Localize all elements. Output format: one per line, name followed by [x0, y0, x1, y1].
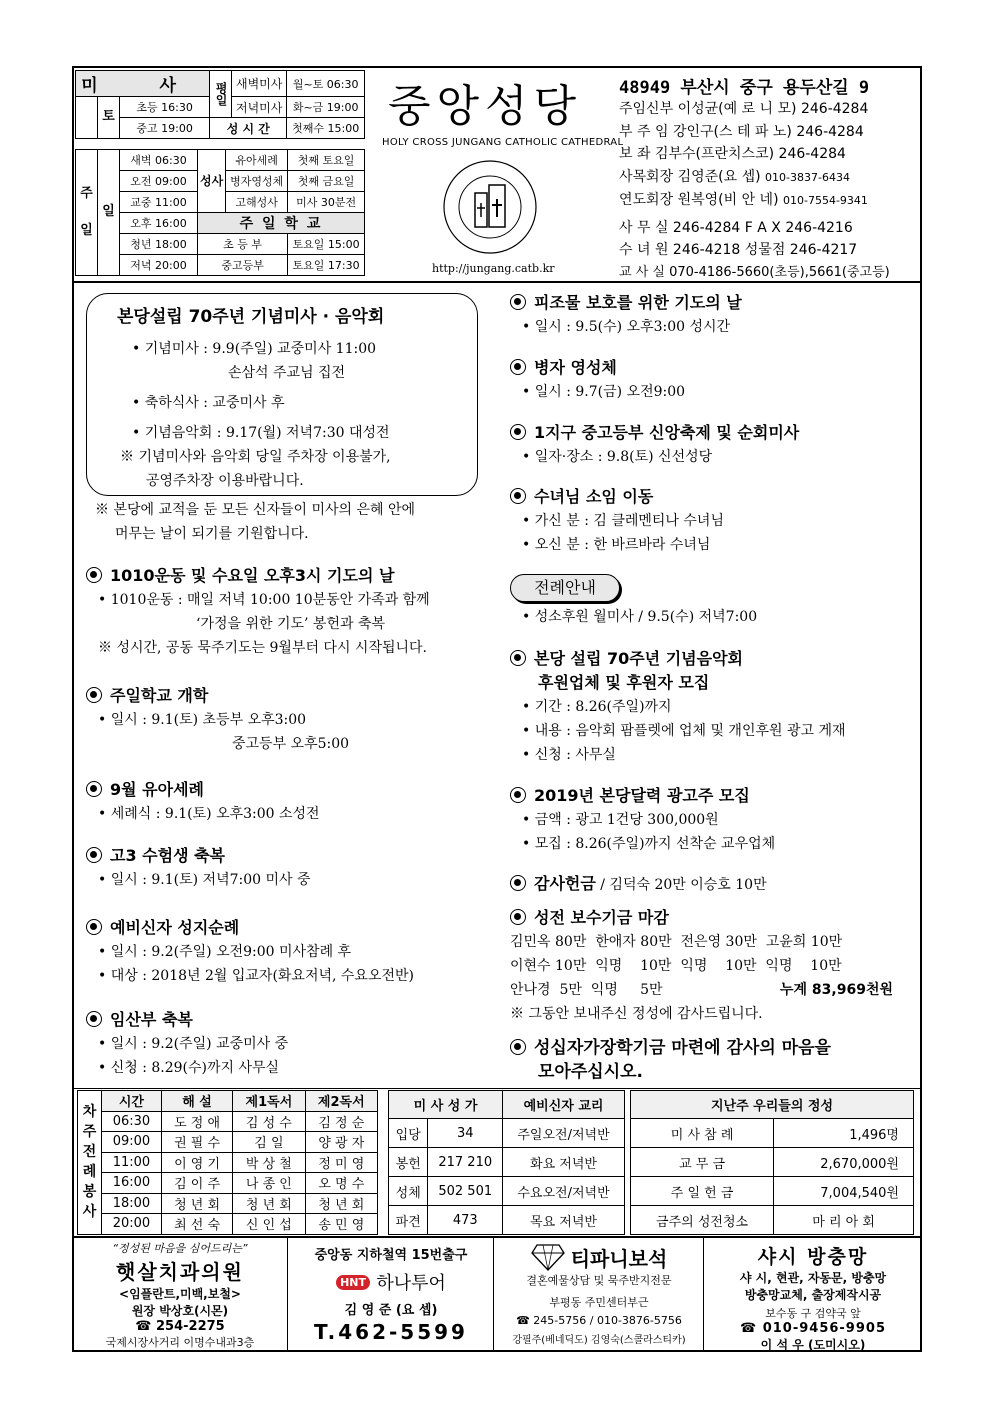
- church-address: 48949 부산시 중구 용두산길 9: [619, 78, 870, 98]
- ad-travel-contact: 김 영 준 (요 셉): [344, 1303, 438, 1318]
- ad-travel-name: 하나투어: [376, 1273, 446, 1294]
- section-title-cont: 모아주십시오.: [538, 1062, 643, 1082]
- anniversary-item: • 축하식사 : 교중미사 후: [120, 391, 391, 415]
- section-item: • 기간 : 8.26(주일)까지: [510, 695, 846, 719]
- hymn-part: 성체: [389, 1177, 428, 1206]
- section-title: [510, 872, 767, 897]
- donor-line: 안나경 5만 익명 5만: [510, 982, 663, 998]
- service-cell: 20:00: [102, 1214, 162, 1235]
- section-pilgrimage: [86, 916, 414, 988]
- church-title: 중앙성당: [388, 81, 583, 132]
- section-title-text: 병자 영성체: [534, 358, 617, 377]
- service-cell: 양 광 자: [305, 1132, 377, 1153]
- section-item: • 일자·장소 : 9.8(토) 신선성당: [510, 445, 799, 469]
- service-cell: 신 인 섭: [233, 1214, 305, 1235]
- service-cell: 도 정 애: [161, 1111, 232, 1132]
- section-title-text: 감사헌금: [534, 874, 596, 893]
- ad-travel: [290, 1238, 492, 1348]
- section-item: • 가신 분 : 김 클레멘티나 수녀님: [510, 509, 724, 533]
- service-header: 제2독서: [305, 1091, 377, 1112]
- bottom-divider: [72, 1088, 922, 1089]
- section-title-text: 주일학교 개학: [110, 686, 209, 705]
- offering-label: 교 무 금: [631, 1148, 774, 1177]
- staff-row: [619, 189, 890, 213]
- sun-time-4: 16:00: [155, 217, 187, 230]
- section-exam: [86, 844, 311, 892]
- ad-window-phone: ☎ 010-9456-9905: [739, 1321, 886, 1336]
- ad-separator: [703, 1236, 704, 1350]
- service-cell: 박 상 철: [233, 1152, 305, 1173]
- table-row: [631, 1119, 914, 1148]
- bullet-icon: [86, 1011, 102, 1027]
- ad-dental-director: 원장 박상호(시몬): [131, 1304, 229, 1318]
- ad-jewelry-service: 결혼예물상담 및 묵주반지전문: [526, 1274, 672, 1287]
- ad-dental-slogan: “정성된 마음을 심어드리는”: [112, 1242, 248, 1255]
- mass-schedule-table: [75, 70, 365, 139]
- section-title-text: 고3 수험생 축복: [110, 846, 226, 865]
- section-sick: [510, 356, 685, 404]
- staff-role: 부 주 임: [619, 123, 669, 140]
- section-item: • 일시 : 9.2(주일) 오전9:00 미사참례 후: [86, 940, 414, 964]
- ad-travel-location: 중앙동 지하철역 15번출구: [314, 1248, 468, 1263]
- ad-dental-phone: ☎ 254-2275: [135, 1319, 225, 1334]
- section-title: [510, 784, 775, 808]
- sun-row-2: 오전: [130, 175, 152, 188]
- church-subtitle: HOLY CROSS JUNGANG CATHOLIC CATHEDRAL: [382, 137, 624, 148]
- ad-window-location: 보수동 구 검약국 앞: [765, 1307, 861, 1320]
- sun-row-1: 새벽: [130, 154, 152, 167]
- service-header: 제1독서: [233, 1091, 305, 1112]
- sat-time-1: 16:30: [161, 101, 193, 114]
- section-item: • 일시 : 9.1(토) 저녁7:00 미사 중: [86, 868, 311, 892]
- section-title-text: 수녀님 소임 이동: [534, 487, 654, 506]
- ad-jewelry-header: [496, 1242, 702, 1272]
- teacher-contact: 교 사 실 070-4186-5660(초등),5661(중고등): [619, 264, 890, 280]
- offering-title: 지난주 우리들의 정성: [631, 1091, 914, 1119]
- bullet-icon: [510, 875, 526, 891]
- sun-time-6: 20:00: [155, 259, 187, 272]
- staff-role: 주임신부: [619, 101, 674, 117]
- hymn-part: 입당: [389, 1119, 428, 1148]
- ad-dental-name: 햇살치과의원: [116, 1260, 244, 1284]
- catechism-header: 예비신자 교리: [503, 1091, 625, 1119]
- ad-separator: [493, 1236, 494, 1350]
- hymn-number: 217 210: [428, 1148, 503, 1177]
- ad-window-name: 샤시 방충망: [757, 1246, 869, 1268]
- section-item-cont: 중고등부 오후5:00: [232, 736, 350, 752]
- service-cell: 청 년 회: [305, 1193, 377, 1214]
- section-thanks-offering: [510, 872, 767, 897]
- school-row-2-time: 토요일 17:30: [288, 255, 365, 276]
- sun-row-6: 저녁: [130, 259, 152, 272]
- ad-travel-brand: [290, 1269, 492, 1295]
- ad-travel-phone: T.462-5599: [314, 1320, 468, 1344]
- ad-dental-location: 국제시장사거리 이명수내과3층: [105, 1336, 255, 1349]
- section-title-text: 1지구 중고등부 신앙축제 및 순회미사: [534, 423, 800, 442]
- section-title-text: 성전 보수기금 마감: [534, 908, 669, 927]
- sacrament-2: 병자영성체: [226, 171, 288, 192]
- sacrament-1: 유아세례: [226, 150, 288, 171]
- ad-jewelry-phone: ☎ 245-5756 / 010-3876-5756: [516, 1314, 682, 1327]
- service-header: 시간: [102, 1091, 162, 1112]
- section-title: [86, 1008, 288, 1032]
- ad-jewelry-owners: 강필주(베네딕도) 김영숙(스콜라스티카): [512, 1335, 686, 1346]
- section-item: • 일시 : 9.1(토) 초등부 오후3:00: [86, 708, 349, 732]
- blessing-note-2: 머무는 날이 되기를 기원합니다.: [115, 526, 309, 542]
- section-scholarship: [510, 1036, 831, 1084]
- staff-list: [619, 98, 890, 284]
- hanatour-logo-icon: HNT: [336, 1275, 370, 1290]
- table-row: [389, 1177, 625, 1206]
- service-cell: 송 민 영: [305, 1214, 377, 1235]
- bullet-icon: [510, 359, 526, 375]
- table-row: [78, 1111, 378, 1132]
- table-row: [389, 1119, 625, 1148]
- blessing-note-1: ※ 본당에 교적을 둔 모든 신자들이 미사의 은혜 안에: [95, 502, 416, 518]
- section-title: [86, 916, 414, 940]
- section-title: [510, 906, 842, 930]
- sun-time-1: 06:30: [155, 154, 187, 167]
- section-creation: [510, 291, 742, 339]
- section-item: • 일시 : 9.7(금) 오전9:00: [510, 380, 685, 404]
- section-item: • 성소후원 월미사 / 9.5(수) 저녁7:00: [510, 605, 757, 629]
- section-vocation: [510, 605, 757, 629]
- church-url[interactable]: http://jungang.catb.kr: [432, 262, 555, 275]
- staff-phone: 010-3837-6434: [765, 170, 850, 184]
- staff-role: 연도회장: [619, 192, 674, 208]
- section-item: • 대상 : 2018년 2월 입교자(화요저녁, 수요오전반): [86, 964, 414, 988]
- section-item: • 신청 : 8.29(수)까지 사무실: [86, 1056, 288, 1080]
- anniversary-item-cont: 손삼석 주교님 집전: [228, 365, 346, 381]
- bullet-icon: [86, 919, 102, 935]
- section-sponsors: [510, 647, 846, 767]
- anniversary-note: ※ 기념미사와 음악회 당일 주차장 이용불가,: [120, 449, 391, 465]
- section-title-text: 1010운동 및 수요일 오후3시 기도의 날: [110, 566, 395, 585]
- holy-hour-time: 첫째수 15:00: [287, 118, 365, 139]
- school-row-1: 초 등 부: [198, 234, 288, 255]
- sun-time-2: 09:00: [155, 175, 187, 188]
- section-item: • 금액 : 광고 1건당 300,000원: [510, 808, 775, 832]
- section-title: [510, 485, 724, 509]
- school-row-2: 중고등부: [198, 255, 288, 276]
- section-title: [86, 778, 320, 802]
- section-item: • 오신 분 : 한 바르바라 수녀님: [510, 533, 724, 557]
- ad-dental: [75, 1238, 285, 1348]
- section-item: • 1010운동 : 매일 저녁 10:00 10분동안 가족과 함께: [86, 588, 430, 612]
- section-item: • 신청 : 사무실: [510, 743, 846, 767]
- table-row: [78, 1132, 378, 1153]
- offering-value: 1,496명: [774, 1119, 914, 1148]
- hymn-number: 34: [428, 1119, 503, 1148]
- section-repair-fund: [510, 906, 893, 1026]
- section-item: • 일시 : 9.5(수) 오후3:00 성시간: [510, 315, 742, 339]
- hymn-catechism-table: [388, 1090, 625, 1235]
- ad-jewelry: [496, 1238, 702, 1348]
- table-row: [389, 1206, 625, 1235]
- hymn-number: 473: [428, 1206, 503, 1235]
- saturday-label: 토: [98, 97, 120, 139]
- section-item-cont: ‘가정을 위한 기도’ 봉헌과 축복: [196, 616, 385, 632]
- staff-name: 원복영(비 안 네): [677, 192, 779, 208]
- sunday-label-2: 일: [80, 222, 93, 238]
- section-title: [86, 564, 430, 588]
- section-baptism: [86, 778, 320, 826]
- section-title-text: 9월 유아세례: [110, 780, 204, 799]
- section-item: • 내용 : 음악회 팜플렛에 업체 및 개인후원 광고 게재: [510, 719, 846, 743]
- mass-title: 미 사: [76, 71, 210, 97]
- cathedral-seal-icon: [430, 155, 550, 260]
- offering-value: 7,004,540원: [774, 1177, 914, 1206]
- convent-contact: 수 녀 원 246-4218 성물점 246-4217: [619, 242, 858, 258]
- bullet-icon: [86, 687, 102, 703]
- bullet-icon: [510, 650, 526, 666]
- section-title: [510, 421, 799, 445]
- section-title-text: 성십자가장학기금 마련에 감사의 마음을: [534, 1038, 831, 1058]
- service-cell: 이 영 기: [161, 1152, 232, 1173]
- bullet-icon: [510, 1039, 526, 1055]
- bullet-icon: [86, 567, 102, 583]
- bullet-icon: [510, 488, 526, 504]
- offering-label: 금주의 성전청소: [631, 1206, 774, 1235]
- table-row: [631, 1177, 914, 1206]
- service-cell: 청 년 회: [233, 1193, 305, 1214]
- bullet-icon: [510, 909, 526, 925]
- service-cell: 김 정 순: [305, 1111, 377, 1132]
- service-cell: 16:00: [102, 1173, 162, 1194]
- staff-name: 이성균(예 로 니 모): [677, 101, 797, 117]
- staff-row: [619, 121, 890, 144]
- sun-row-4: 오후: [130, 217, 152, 230]
- staff-row: [619, 98, 890, 121]
- section-1010: [86, 564, 430, 660]
- service-cell: 김 이 주: [161, 1173, 232, 1194]
- section-school: [86, 684, 349, 756]
- sat-row-2: 중고: [136, 122, 158, 135]
- ad-jewelry-name: 티파니보석: [570, 1246, 668, 1271]
- section-title-text: 본당 설립 70주년 기념음악회: [534, 649, 743, 668]
- hymn-header: 미 사 성 가: [389, 1091, 503, 1119]
- service-cell: 06:30: [102, 1111, 162, 1132]
- section-title: [510, 291, 742, 315]
- ad-window: [706, 1238, 920, 1352]
- table-row: [78, 1214, 378, 1235]
- service-cell: 18:00: [102, 1193, 162, 1214]
- weekday-evening: 저녁미사: [232, 97, 287, 118]
- service-cell: 김 일: [233, 1132, 305, 1153]
- section-title-text: 피조물 보호를 위한 기도의 날: [534, 293, 742, 312]
- section-pregnant: [86, 1008, 288, 1080]
- sunday-block: [75, 149, 365, 279]
- service-table: [77, 1090, 378, 1235]
- thanks-donors: / 김덕숙 20만 이승호 10만: [595, 877, 767, 893]
- anniversary-note: 공영주차장 이용바랍니다.: [146, 473, 304, 489]
- school-row-1-time: 토요일 15:00: [288, 234, 365, 255]
- ad-dental-services: <임플란트,미백,보철>: [119, 1287, 241, 1301]
- service-cell: 청 년 회: [161, 1193, 232, 1214]
- section-sisters: [510, 485, 724, 557]
- sunday-label-1: 주: [80, 186, 93, 202]
- bullet-icon: [510, 424, 526, 440]
- section-title: [86, 844, 311, 868]
- staff-role: 사목회장: [619, 168, 674, 185]
- table-row: [389, 1148, 625, 1177]
- staff-row: [619, 143, 890, 166]
- anniversary-title: 본당설립 70주년 기념미사 · 음악회: [117, 307, 385, 327]
- staff-role: 보 좌: [619, 146, 651, 162]
- bullet-icon: [86, 781, 102, 797]
- staff-phone: 246-4284: [796, 123, 864, 140]
- offering-label: 주 일 헌 금: [631, 1177, 774, 1206]
- offering-table: [630, 1090, 914, 1235]
- section-note: ※ 성시간, 공동 묵주기도는 9월부터 다시 시작됩니다.: [98, 640, 427, 656]
- sacrament-2-time: 첫째 금요일: [288, 171, 365, 192]
- staff-phone: 246-4284: [778, 146, 846, 162]
- section-calendar: [510, 784, 775, 856]
- hymn-part: 파견: [389, 1206, 428, 1235]
- bullet-icon: [510, 787, 526, 803]
- weekday-dawn-time: 월~토 06:30: [287, 71, 365, 97]
- offering-value: 2,670,000원: [774, 1148, 914, 1177]
- ad-window-services-2: 방충망교체, 출장제작시공: [744, 1288, 882, 1302]
- sat-row-1: 초등: [136, 101, 158, 114]
- sat-time-2: 19:00: [161, 122, 193, 135]
- ad-separator: [287, 1236, 288, 1350]
- offering-label: 미 사 참 례: [631, 1119, 774, 1148]
- service-cell: 09:00: [102, 1132, 162, 1153]
- service-cell: 권 필 수: [161, 1132, 232, 1153]
- catechism-class: 수요오전/저녁반: [503, 1177, 625, 1206]
- anniversary-item: • 기념미사 : 9.9(주일) 교중미사 11:00: [120, 337, 391, 361]
- catechism-class: 주일오전/저녁반: [503, 1119, 625, 1148]
- sun-row-3: 교중: [130, 196, 152, 209]
- sunday-school-title: 주 일 학 교: [198, 213, 365, 234]
- office-contact: 사 무 실 246-4284 F A X 246-4216: [619, 219, 853, 236]
- header-divider: [72, 281, 922, 283]
- bullet-icon: [510, 294, 526, 310]
- blessing-note: [95, 498, 415, 546]
- staff-name: 강인구(스 테 파 노): [672, 123, 792, 140]
- service-cell: 오 명 수: [305, 1173, 377, 1194]
- sacrament-3: 고해성사: [226, 192, 288, 213]
- section-youth-festival: [510, 421, 799, 469]
- staff-phone: 246-4284: [800, 101, 869, 117]
- section-title: [510, 647, 846, 671]
- liturgy-guide-badge: 전례안내: [510, 574, 620, 602]
- section-title-cont: 후원업체 및 후원자 모집: [538, 673, 710, 692]
- table-row: [631, 1148, 914, 1177]
- ad-window-services: 샤 시, 현관, 자동문, 방충망: [739, 1271, 887, 1285]
- section-item: • 일시 : 9.2(주일) 교중미사 중: [86, 1032, 288, 1056]
- donor-line: 이현수 10만 익명 10만 익명 10만 익명 10만: [510, 958, 842, 974]
- service-cell: 나 종 인: [233, 1173, 305, 1194]
- section-item: • 세례식 : 9.1(토) 오후3:00 소성전: [86, 802, 320, 826]
- anniversary-item: • 기념음악회 : 9.17(월) 저녁7:30 대성전: [120, 421, 391, 445]
- anniversary-details: [120, 337, 391, 493]
- ad-window-owner: 이 석 우 (도미시오): [760, 1338, 866, 1352]
- catechism-class: 화요 저녁반: [503, 1148, 625, 1177]
- section-title: [510, 1036, 831, 1060]
- hymn-number: 502 501: [428, 1177, 503, 1206]
- service-side-label: 차주전례봉사: [78, 1091, 102, 1235]
- diamond-icon: [531, 1242, 565, 1272]
- bullet-icon: [86, 847, 102, 863]
- catechism-class: 목요 저녁반: [503, 1206, 625, 1235]
- sunday-label-3: 일: [98, 150, 120, 276]
- table-row: [78, 1173, 378, 1194]
- table-row: [78, 1152, 378, 1173]
- section-title: [86, 684, 349, 708]
- holy-hour: 성 시 간: [210, 118, 287, 139]
- sacrament-3-time: 미사 30분전: [288, 192, 365, 213]
- hymn-part: 봉헌: [389, 1148, 428, 1177]
- fund-total: 누계 83,969천원: [780, 982, 893, 998]
- sun-row-5: 청년: [130, 238, 152, 251]
- service-header: 해 설: [161, 1091, 232, 1112]
- ad-jewelry-location: 부평동 주민센터부근: [549, 1296, 649, 1309]
- section-title-text: 2019년 본당달력 광고주 모집: [534, 786, 750, 805]
- donor-line: 김민옥 80만 한애자 80만 전은영 30만 고윤희 10만: [510, 934, 843, 950]
- service-cell: 11:00: [102, 1152, 162, 1173]
- section-title: [510, 356, 685, 380]
- staff-row: [619, 166, 890, 190]
- sun-time-5: 18:00: [155, 238, 187, 251]
- table-row: [78, 1193, 378, 1214]
- donor-line-last: [510, 978, 893, 1002]
- staff-name: 김영준(요 셉): [677, 168, 761, 185]
- staff-phone: 010-7554-9341: [782, 194, 868, 207]
- sacrament-1-time: 첫째 토요일: [288, 150, 365, 171]
- weekday-label: 평일: [210, 71, 232, 118]
- sun-time-3: 11:00: [155, 196, 187, 209]
- weekday-evening-time: 화~금 19:00: [287, 97, 365, 118]
- service-cell: 김 성 수: [233, 1111, 305, 1132]
- offering-value: 마 리 아 회: [774, 1206, 914, 1235]
- section-title-text: 예비신자 성지순례: [110, 918, 240, 937]
- sacrament-label: 성사: [198, 150, 226, 213]
- service-cell: 정 미 영: [305, 1152, 377, 1173]
- weekday-dawn: 새벽미사: [232, 71, 287, 97]
- staff-name: 김부수(프란치스코): [654, 146, 775, 162]
- section-item: • 모집 : 8.26(주일)까지 선착순 교우업체: [510, 832, 775, 856]
- section-title-text: 임산부 축복: [110, 1010, 193, 1029]
- fund-note: ※ 그동안 보내주신 정성에 감사드립니다.: [510, 1006, 763, 1022]
- table-row: [631, 1206, 914, 1235]
- service-cell: 최 선 숙: [161, 1214, 232, 1235]
